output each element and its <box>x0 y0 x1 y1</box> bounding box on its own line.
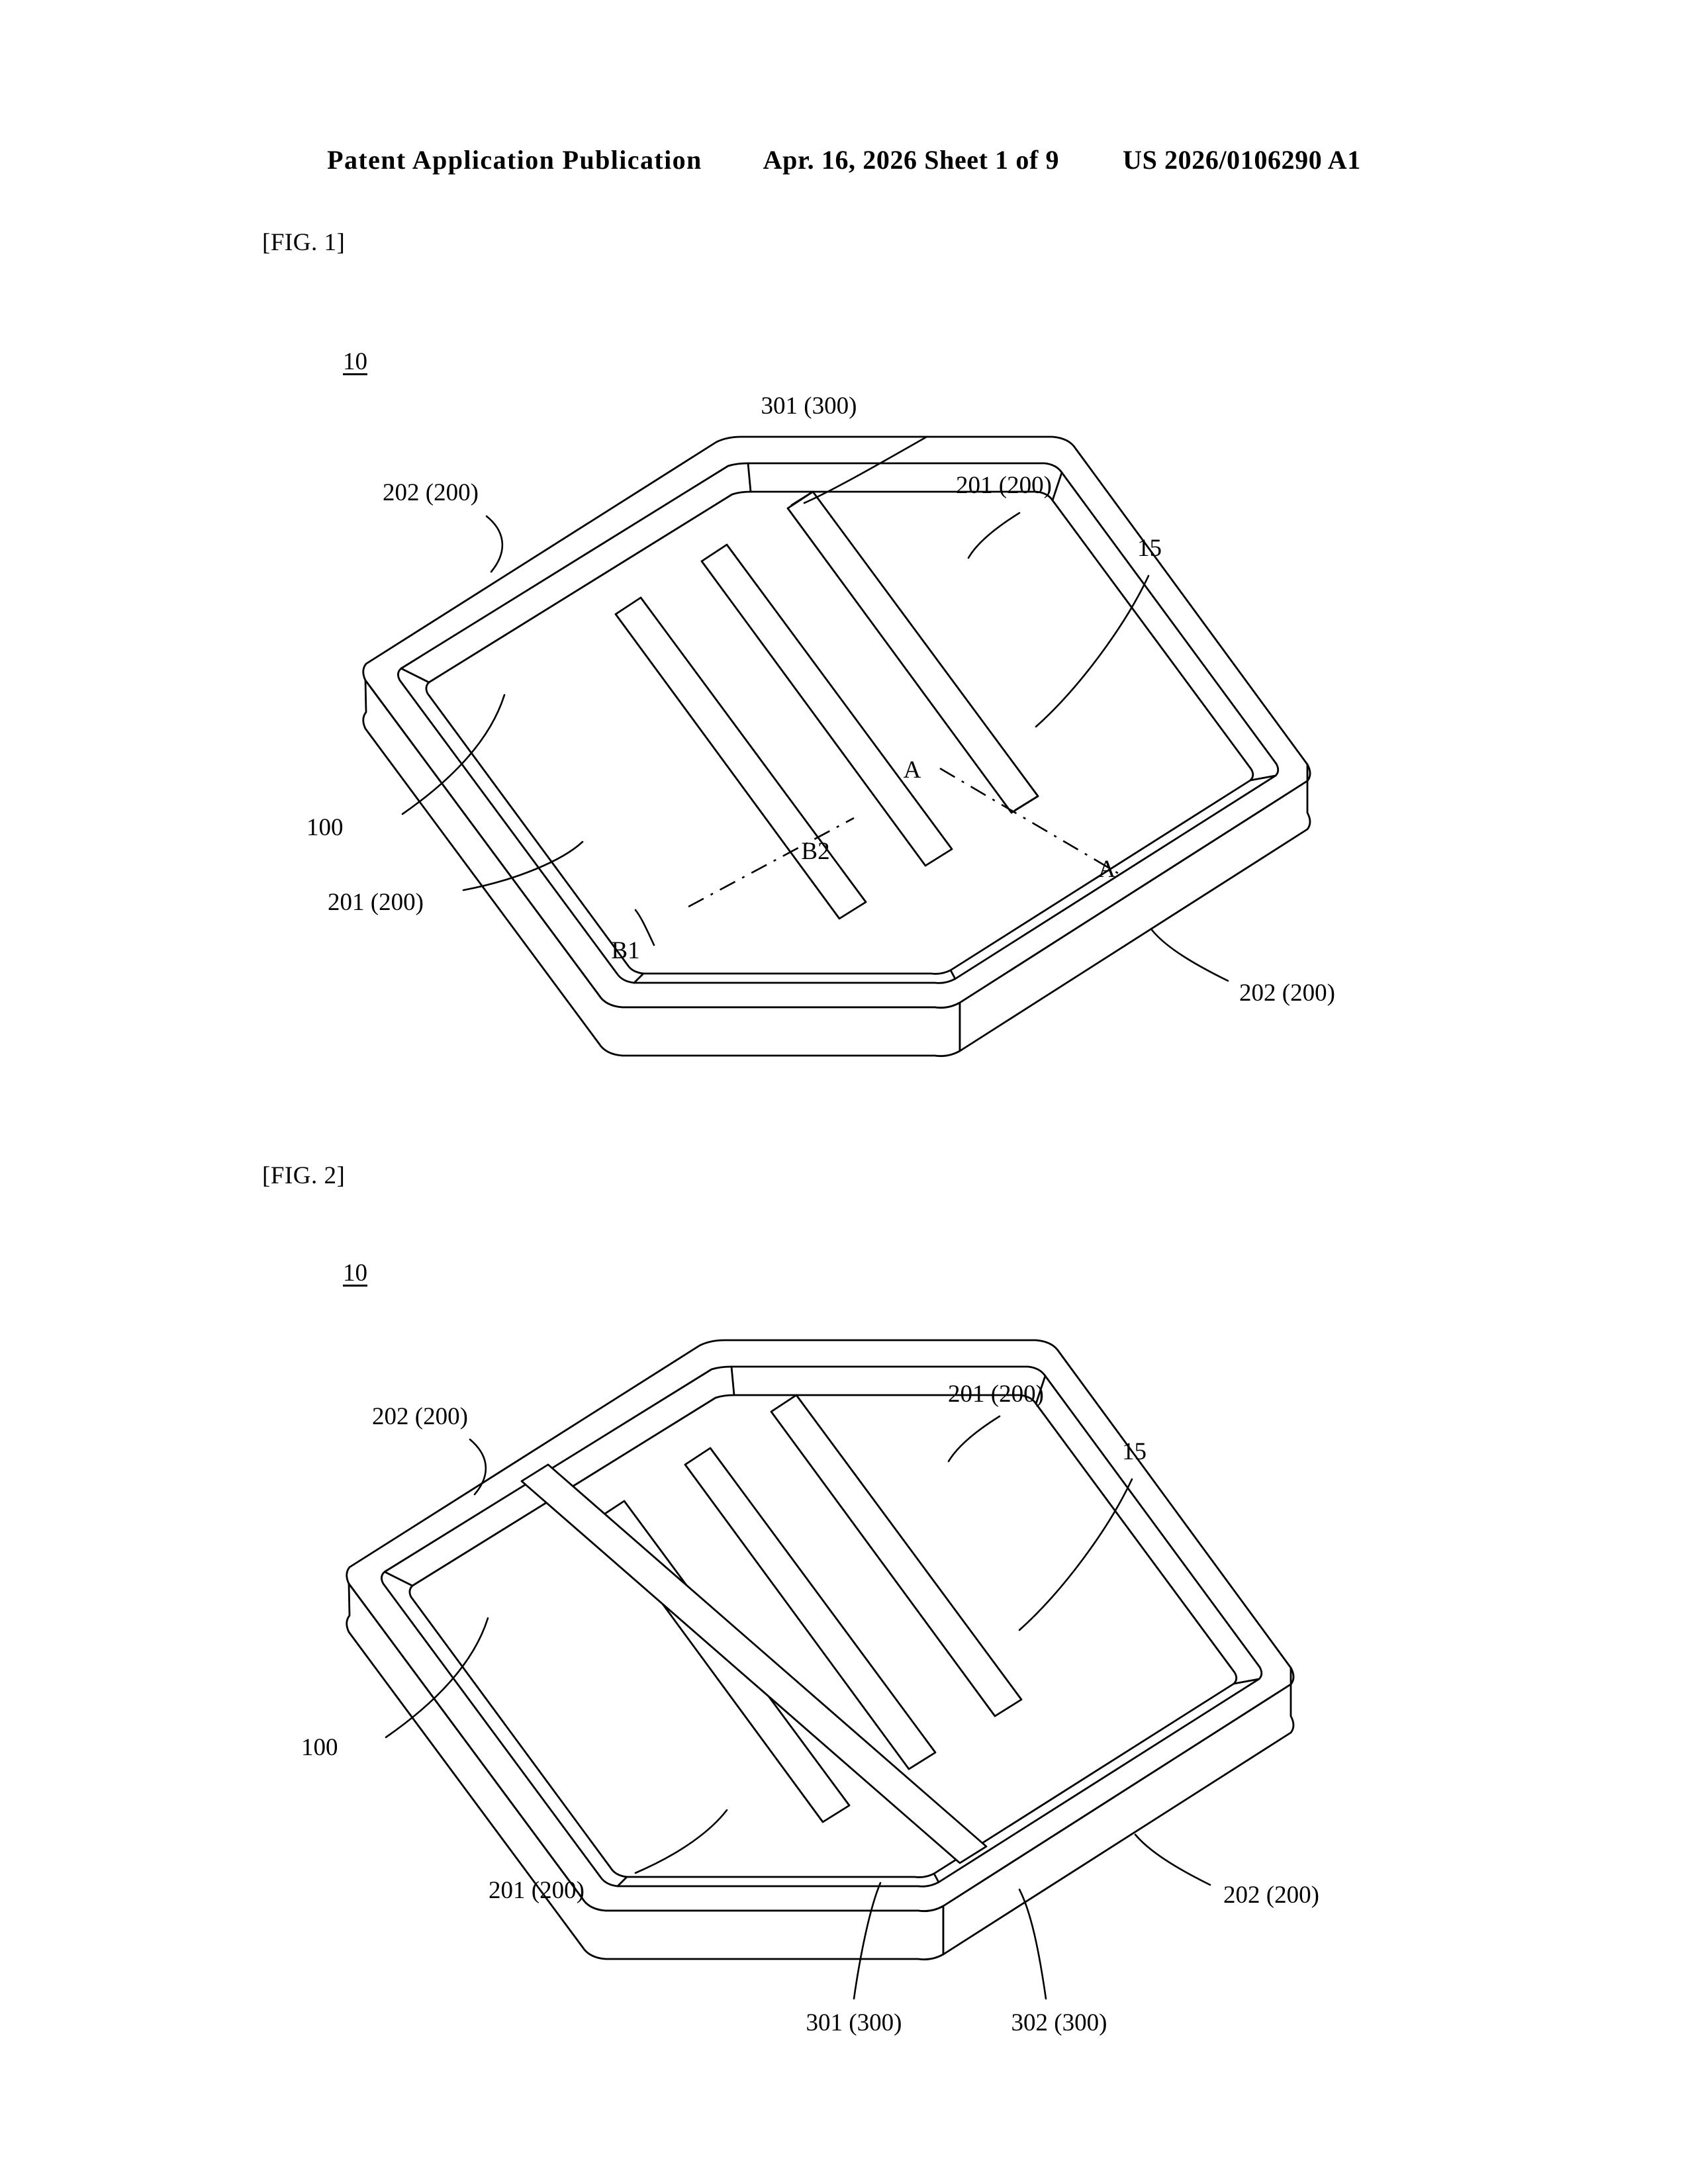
fig1-callout-201-200-upper: 201 (200) <box>956 472 1052 499</box>
figure-2-drawing <box>301 1340 1319 2036</box>
fig1-callout-301-300: 301 (300) <box>761 392 857 420</box>
fig1-callout-15: 15 <box>1137 535 1162 562</box>
fig1-section-a-left: A <box>903 756 921 784</box>
header-publication: Patent Application Publication <box>327 145 702 175</box>
fig2-callout-202-200-upper: 202 (200) <box>372 1403 468 1430</box>
fig1-section-b1: B1 <box>611 937 640 964</box>
fig2-callout-202-200-lower: 202 (200) <box>1223 1882 1319 1909</box>
fig2-callout-100: 100 <box>301 1734 338 1761</box>
fig1-callout-202-200-upper: 202 (200) <box>383 479 479 506</box>
fig2-callout-15: 15 <box>1122 1438 1147 1465</box>
fig1-callout-201-200-lower: 201 (200) <box>328 889 424 916</box>
fig2-callout-201-200-upper: 201 (200) <box>948 1381 1044 1408</box>
header-date-sheet: Apr. 16, 2026 Sheet 1 of 9 <box>763 145 1060 175</box>
fig1-callout-100: 100 <box>306 814 344 841</box>
figure-2-number: 10 <box>343 1259 367 1287</box>
figure-1-label: [FIG. 1] <box>262 229 346 256</box>
fig2-callout-201-200-lower: 201 (200) <box>489 1877 585 1904</box>
fig1-callout-202-200-lower: 202 (200) <box>1239 979 1335 1007</box>
figure-2-label: [FIG. 2] <box>262 1162 346 1189</box>
fig1-section-a-right: A <box>1098 856 1116 883</box>
header-doc-number: US 2026/0106290 A1 <box>1123 145 1361 175</box>
figure-1-drawing <box>306 392 1335 1056</box>
fig2-callout-301-300: 301 (300) <box>806 2009 902 2036</box>
fig1-section-b2: B2 <box>801 838 830 865</box>
figure-1-number: 10 <box>343 348 367 375</box>
fig2-callout-302-300: 302 (300) <box>1011 2009 1107 2036</box>
